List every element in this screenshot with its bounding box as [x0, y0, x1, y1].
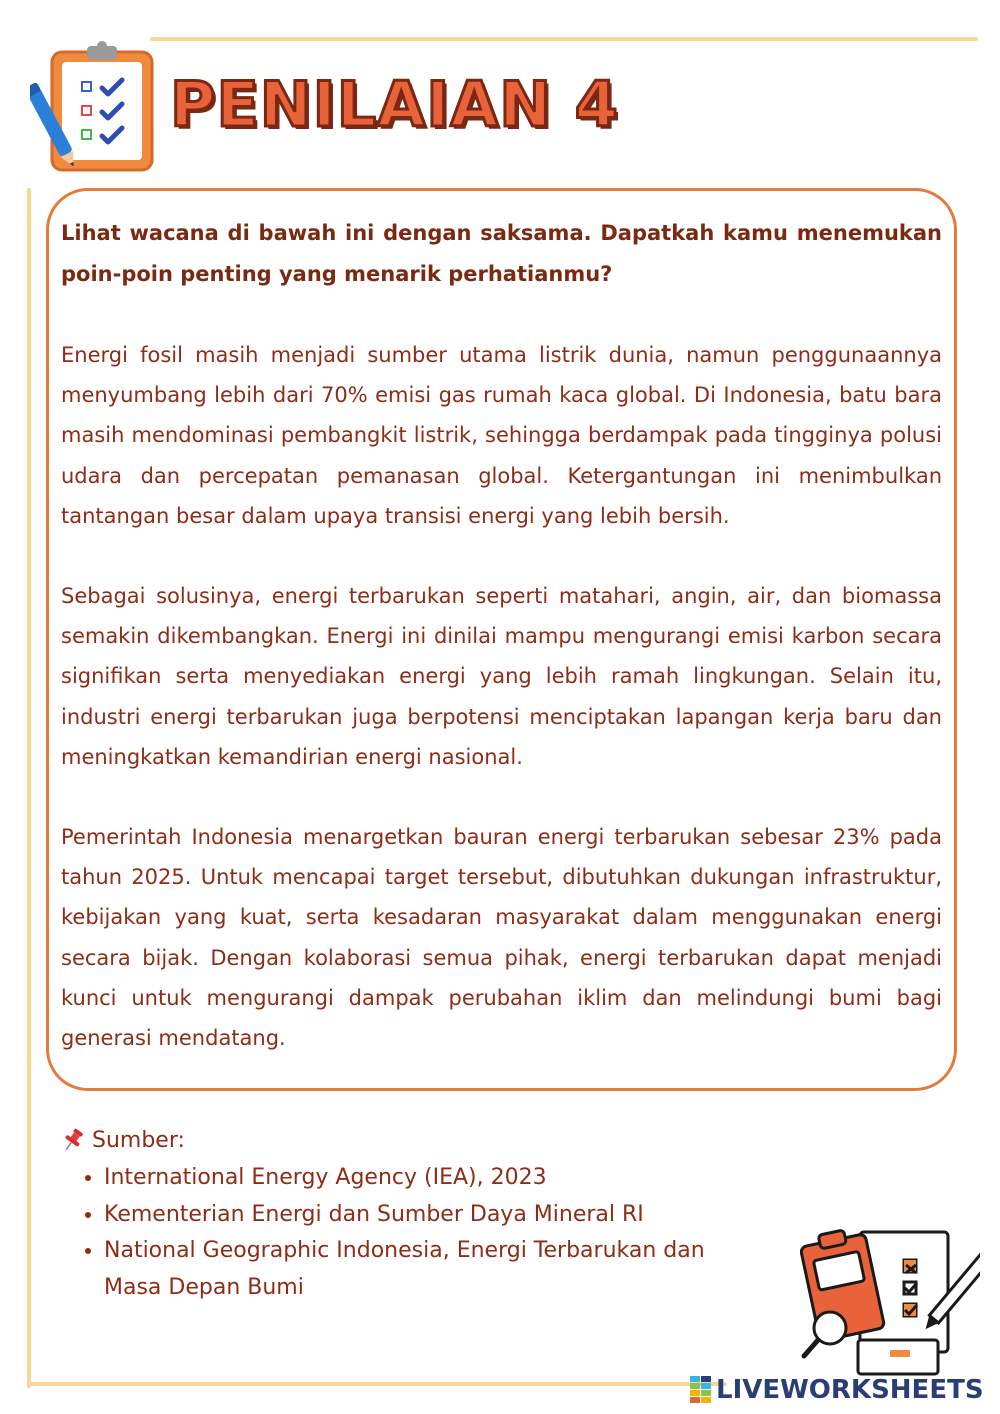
liveworksheets-logo-text: LIVE: [690, 1376, 693, 1377]
liveworksheets-logo-icon: [690, 1376, 712, 1404]
paragraph-1: Energi fosil masih menjadi sumber utama listrik dunia, namun penggunaannya menyumbang lebih dari 70% emisi gas rumah kaca global. Di Indonesia, batu bara masih mendominasi pembangkit listrik, sehingga berdampak pada tingginya polusi udara dan percepatan pemanasan global. Ketergantungan ini menimbulkan tantangan besar dalam upaya transisi energi yang lebih bersih.: [61, 343, 942, 528]
frame-left-line: [27, 188, 31, 1388]
source-item: • Kementerian Energi dan Sumber Daya Mineral RI: [104, 1197, 760, 1234]
liveworksheets-wordmark[interactable]: LIVEWORKSHEETS: [716, 1375, 984, 1405]
source-item: • International Energy Agency (IEA), 2023: [104, 1160, 760, 1197]
pushpin-icon: [60, 1127, 86, 1153]
sources-list: [60, 1160, 760, 1306]
frame-bottom-line: [27, 1382, 727, 1386]
clipboard-magnifier-illustration: [800, 1210, 980, 1380]
source-item: • National Geographic Indonesia, Energi Terbarukan dan Masa Depan Bumi: [104, 1233, 760, 1306]
sources-section: [60, 1122, 760, 1306]
reading-card: [46, 188, 957, 1091]
sources-heading: [60, 1122, 760, 1158]
reading-prompt: Lihat wacana di bawah ini dengan saksama. Dapatkah kamu menemukan poin-poin penting yang menarik perhatianmu?: [61, 221, 942, 286]
page-title: PENILAIAN 4: [170, 68, 619, 141]
paragraph-2: Sebagai solusinya, energi terbarukan seperti matahari, angin, air, dan biomassa semakin dikembangkan. Energi ini dinilai mampu mengurangi emisi karbon secara signifikan serta menyediakan energi yang lebih ramah lingkungan. Selain itu, industri energi terbarukan juga berpotensi menciptakan lapangan kerja baru dan meningkatkan kemandirian energi nasional.: [61, 584, 942, 769]
frame-top-line: [150, 37, 978, 41]
paragraph-3: Pemerintah Indonesia menargetkan bauran energi terbarukan sebesar 23% pada tahun 2025. Untuk mencapai target tersebut, dibutuhkan dukungan infrastruktur, kebijakan yang kuat, serta kesadaran masyarakat dalam menggunakan energi secara bijak. Dengan kolaborasi semua pihak, energi terbarukan dapat menjadi kunci untuk mengurangi dampak perubahan iklim dan melindungi bumi bagi generasi mendatang.: [61, 825, 942, 1051]
sources-label: Sumber:: [92, 1127, 185, 1153]
clipboard-checklist-icon: [30, 40, 165, 180]
liveworksheets-brand: [690, 1372, 984, 1408]
